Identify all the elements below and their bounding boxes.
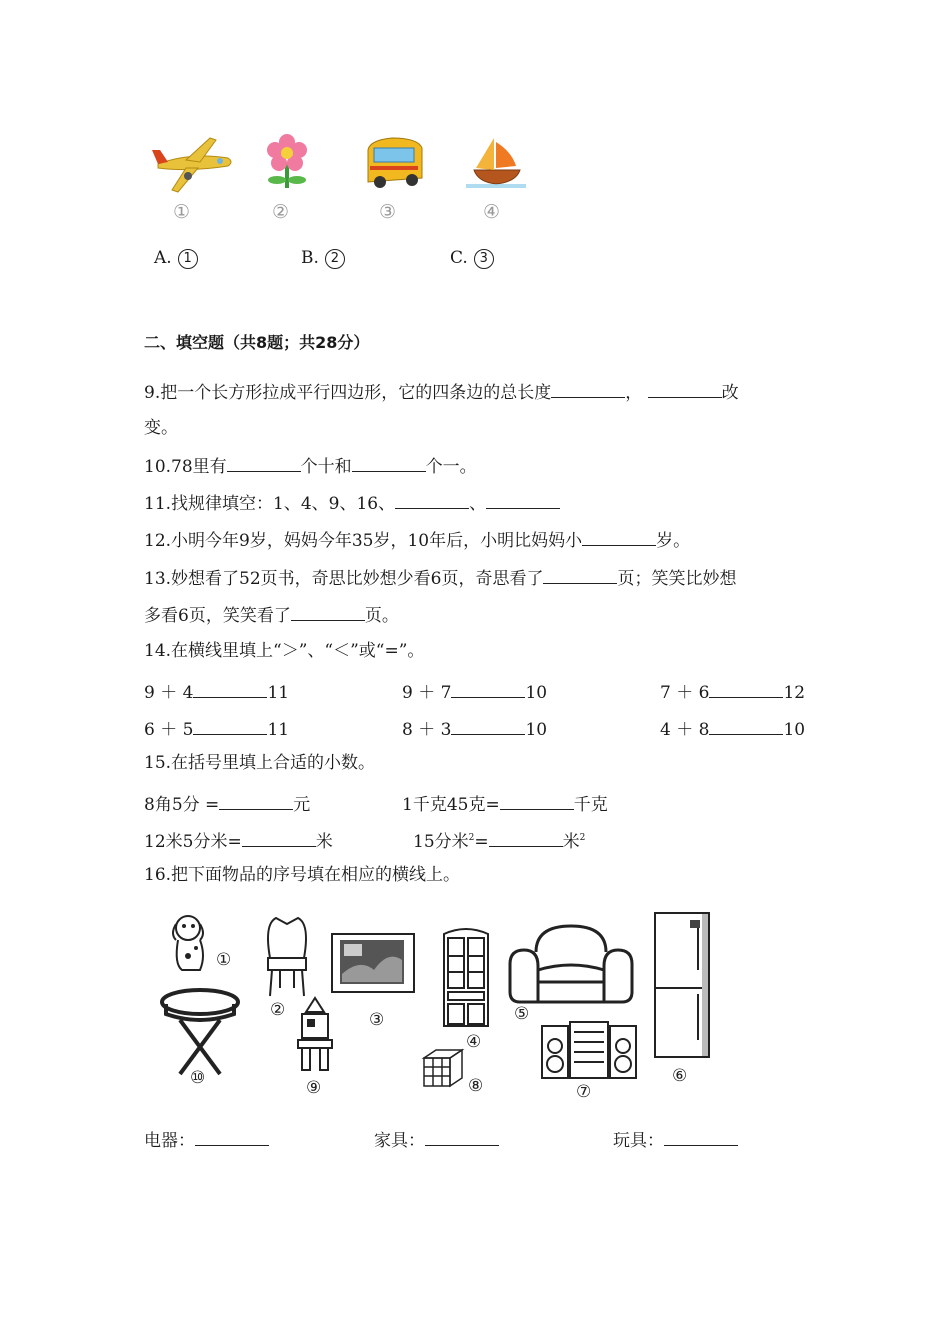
bus-icon (362, 136, 426, 192)
refrigerator-icon (652, 910, 712, 1060)
answer-blank[interactable] (551, 380, 625, 398)
rubiks-cube-icon (420, 1046, 466, 1090)
picture-label-3: ③ (379, 201, 397, 223)
item-number: ⑩ (190, 1068, 206, 1088)
category-label: 家具： (374, 1131, 425, 1151)
item-number: ③ (369, 1010, 385, 1030)
expr: 12米5分米= (144, 832, 242, 852)
conversion-cell (144, 790, 310, 815)
expr: 9 ＋ 4 (144, 683, 194, 703)
expr: 8 ＋ 3 (402, 720, 452, 740)
category-label: 玩具： (613, 1131, 664, 1151)
q13-text-c: 多看6页，笑笑看了 (144, 606, 291, 626)
option-letter: A. (154, 248, 172, 268)
unit: 千克 (573, 795, 608, 815)
answer-blank[interactable] (291, 603, 365, 621)
question-14-title: 14.在横线里填上“＞”、“＜”或“=”。 (144, 641, 425, 661)
expr: 15分米 (413, 832, 469, 852)
item-number: ① (216, 950, 232, 970)
compare-cell (144, 715, 289, 740)
answer-blank[interactable] (709, 680, 783, 698)
answer-blank[interactable] (451, 717, 525, 735)
q10-text-a: 10.78里有 (144, 457, 227, 477)
item-number: ⑤ (514, 1004, 530, 1024)
question-15-title: 15.在括号里填上合适的小数。 (144, 753, 376, 773)
picture-label-2: ② (272, 201, 290, 223)
category-toys (613, 1126, 738, 1151)
answer-blank[interactable] (709, 717, 783, 735)
compare-cell (144, 678, 289, 703)
item-number: ⑥ (672, 1066, 688, 1086)
flower-icon (262, 134, 312, 192)
picture-label-4: ④ (483, 201, 501, 223)
question-13 (144, 566, 736, 590)
q10-text-c: 个一。 (425, 457, 477, 477)
answer-blank[interactable] (451, 680, 525, 698)
sailboat-icon (466, 134, 526, 192)
question-11 (144, 491, 560, 515)
value: 11 (267, 683, 290, 703)
answer-blank[interactable] (489, 829, 563, 847)
picture-label-1: ① (173, 201, 191, 223)
item-number: ⑧ (468, 1076, 484, 1096)
robot-toy-icon (294, 996, 336, 1076)
answer-blank[interactable] (352, 454, 426, 472)
compare-cell (660, 715, 805, 740)
expr: 8角5分 = (144, 795, 220, 815)
q9-text-c: 改 (721, 383, 739, 403)
answer-blank[interactable] (219, 792, 293, 810)
unit: 米 (315, 832, 333, 852)
question-12 (144, 528, 690, 552)
q12-text-a: 12.小明今年9岁，妈妈今年35岁，10年后，小明比妈妈小 (144, 531, 583, 551)
superscript: 2 (468, 833, 475, 843)
conversion-cell (144, 827, 333, 852)
airplane-icon (150, 132, 236, 194)
conversion-cell (402, 790, 608, 815)
superscript: 2 (579, 833, 586, 843)
answer-blank[interactable] (395, 491, 469, 509)
option-mark: 2 (325, 249, 345, 269)
compare-cell (402, 715, 547, 740)
item-number: ④ (466, 1032, 482, 1052)
q13-text-b: 页；笑笑比妙想 (617, 569, 737, 589)
value: 10 (525, 683, 548, 703)
sofa-icon (506, 922, 636, 1006)
q9-text-a: 9.把一个长方形拉成平行四边形，它的四条边的总长度 (144, 383, 552, 403)
answer-blank[interactable] (242, 829, 316, 847)
q13-text-a: 13.妙想看了52页书，奇思比妙想少看6页，奇思看了 (144, 569, 544, 589)
option-c[interactable] (450, 248, 494, 269)
tv-icon (330, 930, 416, 996)
q9-text-b: ， (625, 383, 643, 403)
stool-icon (158, 986, 242, 1078)
cabinet-icon (440, 924, 492, 1028)
option-mark: 1 (178, 249, 198, 269)
answer-blank[interactable] (195, 1128, 269, 1146)
option-b[interactable] (301, 248, 345, 269)
section-title: 二、填空题（共8题；共28分） (144, 333, 370, 352)
answer-blank[interactable] (227, 454, 301, 472)
expr: 1千克45克= (402, 795, 500, 815)
unit: 元 (293, 795, 311, 815)
answer-blank[interactable] (582, 528, 656, 546)
option-mark: 3 (474, 249, 494, 269)
compare-cell (402, 678, 547, 703)
option-letter: B. (301, 248, 319, 268)
chair-icon (262, 914, 312, 998)
expr: 4 ＋ 8 (660, 720, 710, 740)
q11-text-a: 11.找规律填空：1、4、9、16、 (144, 494, 396, 514)
value: 10 (525, 720, 548, 740)
expr: 7 ＋ 6 (660, 683, 710, 703)
value: 12 (783, 683, 806, 703)
category-furniture (374, 1126, 499, 1151)
option-a[interactable] (154, 248, 198, 269)
question-9 (144, 380, 739, 404)
answer-blank[interactable] (486, 491, 560, 509)
category-appliances (144, 1126, 269, 1151)
conversion-cell (413, 827, 585, 852)
answer-blank[interactable] (193, 680, 267, 698)
stereo-icon (540, 1020, 638, 1082)
expr: 9 ＋ 7 (402, 683, 452, 703)
item-number: ⑨ (306, 1078, 322, 1098)
unit: 米 (562, 832, 580, 852)
expr: 6 ＋ 5 (144, 720, 194, 740)
equals: = (474, 832, 489, 852)
value: 10 (783, 720, 806, 740)
category-label: 电器： (144, 1131, 195, 1151)
dog-toy-icon (166, 912, 212, 974)
answer-blank[interactable] (664, 1128, 738, 1146)
question-16-title: 16.把下面物品的序号填在相应的横线上。 (144, 865, 461, 885)
question-10 (144, 454, 477, 478)
option-letter: C. (450, 248, 468, 268)
q13-continued (144, 603, 399, 627)
q10-text-b: 个十和 (300, 457, 352, 477)
q12-text-b: 岁。 (656, 531, 691, 551)
item-number: ⑦ (576, 1082, 592, 1102)
q11-text-b: 、 (469, 494, 487, 514)
compare-cell (660, 678, 805, 703)
answer-blank[interactable] (648, 380, 722, 398)
answer-blank[interactable] (500, 792, 574, 810)
q9-continued: 变。 (144, 418, 178, 438)
value: 11 (267, 720, 290, 740)
answer-blank[interactable] (193, 717, 267, 735)
item-number: ② (270, 1000, 286, 1020)
answer-blank[interactable] (543, 566, 617, 584)
answer-blank[interactable] (425, 1128, 499, 1146)
q13-text-d: 页。 (364, 606, 399, 626)
